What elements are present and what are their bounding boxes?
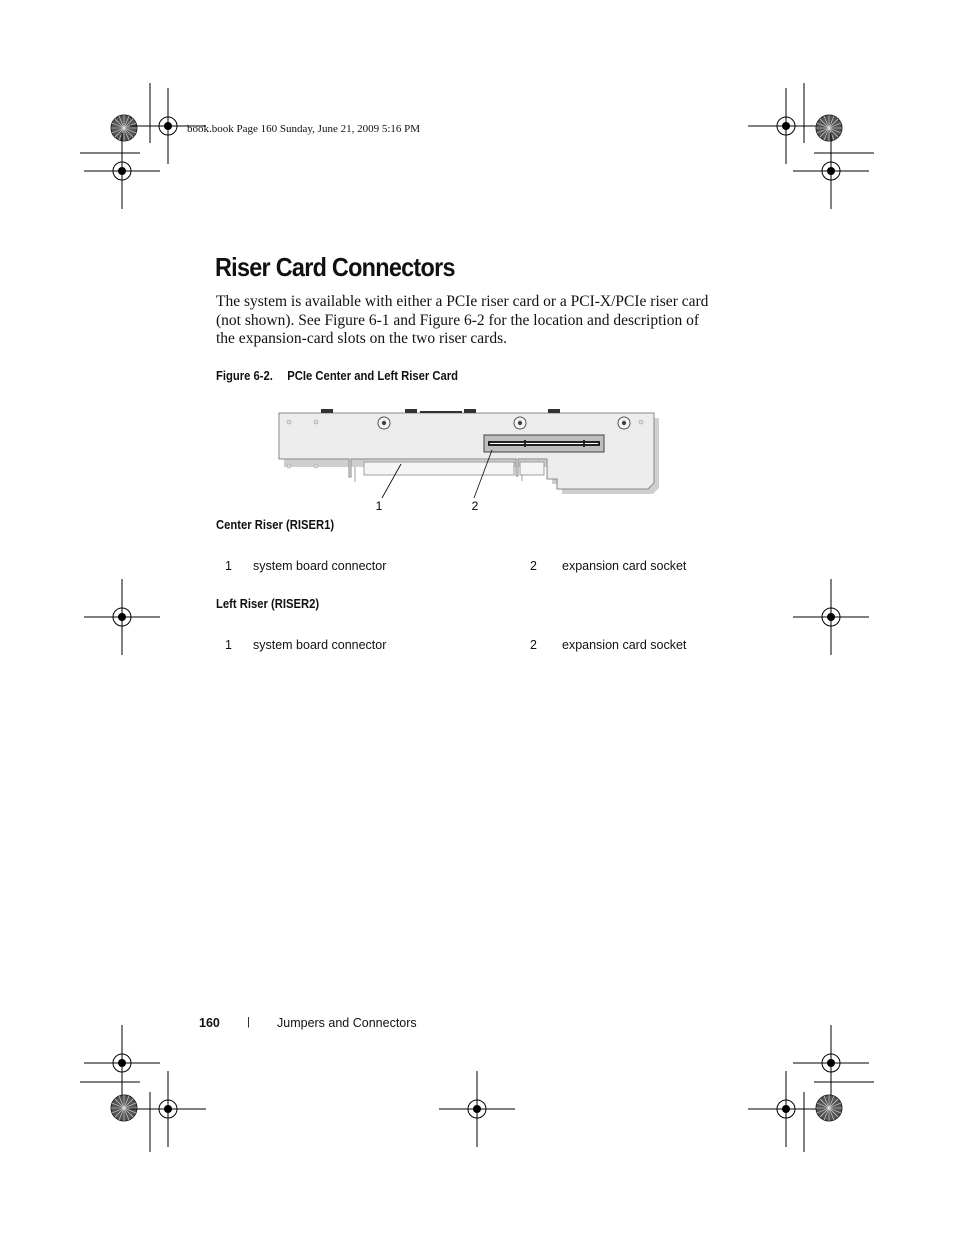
section-title: Riser Card Connectors (215, 252, 455, 282)
footer-separator: | (247, 1016, 250, 1028)
left-riser-heading: Left Riser (RISER2) (216, 597, 320, 611)
legend-label: system board connector (253, 559, 387, 573)
footer-chapter: Jumpers and Connectors (277, 1016, 417, 1030)
legend-number: 1 (225, 559, 232, 573)
running-header: book.book Page 160 Sunday, June 21, 2009 5:16 PM (187, 123, 421, 135)
body-line: The system is available with either a PCIe riser card or a PCI-X/PCIe riser card (216, 293, 709, 310)
legend-number: 2 (530, 638, 537, 652)
center-riser-heading: Center Riser (RISER1) (216, 518, 335, 532)
legend-label: system board connector (253, 638, 387, 652)
figure-number: Figure 6-2. (216, 369, 273, 383)
legend-label: expansion card socket (562, 559, 687, 573)
figure-title: PCIe Center and Left Riser Card (287, 369, 458, 383)
riser-card-illustration (270, 403, 665, 523)
legend-number: 2 (530, 559, 537, 573)
figure-callout-2: 2 (471, 499, 479, 513)
body-paragraph (216, 293, 716, 349)
figure-caption (216, 369, 458, 383)
page-number: 160 (199, 1016, 220, 1030)
legend-label: expansion card socket (562, 638, 687, 652)
legend-number: 1 (225, 638, 232, 652)
body-line: the expansion-card slots on the two riser cards. (216, 330, 507, 348)
body-line: (not shown). See Figure 6-1 and Figure 6-2 for the location and description of (216, 311, 699, 329)
figure-callout-1: 1 (375, 499, 383, 513)
